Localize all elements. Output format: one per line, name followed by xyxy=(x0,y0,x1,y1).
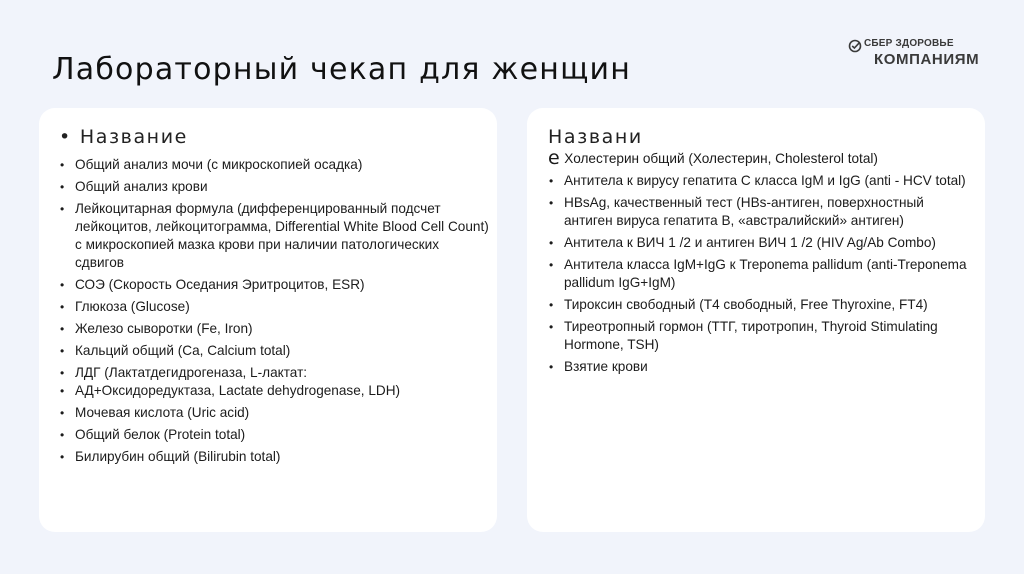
list-item: • Тироксин свободный (Т4 свободный, Free Thyroxine, FT4) xyxy=(548,296,968,314)
left-list xyxy=(59,156,489,466)
right-card-heading: Названи xyxy=(548,126,643,148)
sber-logo xyxy=(848,38,979,68)
list-item: • Глюкоза (Glucose) xyxy=(59,298,489,316)
right-card xyxy=(527,108,985,532)
list-item: Холестерин общий (Холестерин, Cholesterol total) xyxy=(564,151,878,166)
list-item: • Тиреотропный гормон (ТТГ, тиротропин, Thyroid Stimulating Hormone, TSH) xyxy=(548,318,968,354)
right-list xyxy=(548,172,968,376)
list-item: • Антитела к ВИЧ 1 /2 и антиген ВИЧ 1 /2 (HIV Ag/Ab Combo) xyxy=(548,234,968,252)
left-card xyxy=(39,108,497,532)
list-item: • Мочевая кислота (Uric acid) xyxy=(59,404,489,422)
list-item: • Кальций общий (Ca, Calcium total) xyxy=(59,342,489,360)
list-item: • СОЭ (Скорость Оседания Эритроцитов, ESR) xyxy=(59,276,489,294)
list-item: • Лейкоцитарная формула (дифференцированный подсчет лейкоцитов, лейкоцитограмма, Differential White Blood Cell Count) с микроскопией мазка крови при наличии патологических сдвигов xyxy=(59,200,489,272)
list-item: • Антитела к вирусу гепатита С класса IgM и IgG (anti - HCV total) xyxy=(548,172,968,190)
list-item: • Общий белок (Protein total) xyxy=(59,426,489,444)
list-item: • Взятие крови xyxy=(548,358,968,376)
sber-logo-icon xyxy=(848,39,862,53)
list-item: • Антитела класса IgM+IgG к Treponema pallidum (anti-Treponema pallidum IgG+IgM) xyxy=(548,256,968,292)
left-heading-text: Название xyxy=(79,126,188,148)
list-item: • HBsAg, качественный тест (HBs-антиген, поверхностный антиген вируса гепатита B, «австралийский» антиген) xyxy=(548,194,968,230)
left-card-heading: • Название xyxy=(59,126,188,148)
list-item: • ЛДГ (Лактатдегидрогеназа, L-лактат: xyxy=(59,364,489,382)
right-heading-last-letter: е xyxy=(548,147,562,169)
list-item: • Общий анализ мочи (с микроскопией осадка) xyxy=(59,156,489,174)
list-item: • Общий анализ крови xyxy=(59,178,489,196)
list-item: • Билирубин общий (Bilirubin total) xyxy=(59,448,489,466)
logo-sub-text: КОМПАНИЯМ xyxy=(874,51,980,68)
list-item: • АД+Оксидоредуктаза, Lactate dehydrogenase, LDH) xyxy=(59,382,489,400)
logo-brand-text: СБЕР ЗДОРОВЬЕ xyxy=(864,38,954,49)
list-item: • Железо сыворотки (Fe, Iron) xyxy=(59,320,489,338)
page-title: Лабораторный чекап для женщин xyxy=(52,52,632,87)
